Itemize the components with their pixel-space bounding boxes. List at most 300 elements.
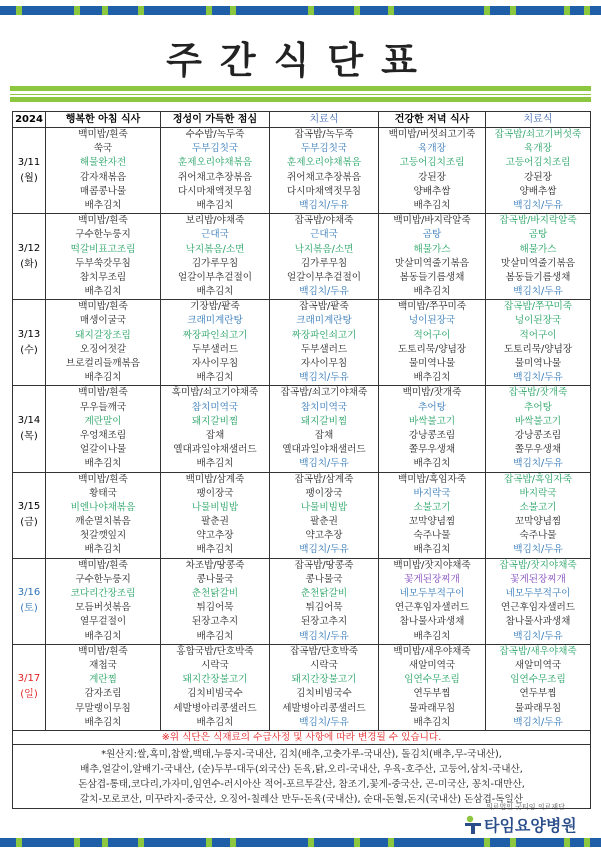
lunch-cell <box>161 300 270 386</box>
menu-item: 잡채 <box>314 429 334 441</box>
menu-item: 재첩국 <box>89 659 117 671</box>
stripe-segment <box>212 838 230 847</box>
menu-item: 백김치/두유 <box>299 458 349 470</box>
title-rule-bottom <box>10 97 591 102</box>
menu-item: 튀김어묵 <box>305 602 343 614</box>
bottom-stripe-bar <box>0 838 601 847</box>
menu-item: 연근후임자샐러드 <box>500 602 576 614</box>
diet-lunch-cell <box>270 644 379 730</box>
menu-item: 배추김치 <box>413 286 451 298</box>
diet-lunch-cell <box>270 472 379 558</box>
menu-item: 시락국 <box>201 659 229 671</box>
menu-item: 배추김치 <box>196 458 234 470</box>
diet-dinner-cell <box>486 300 591 386</box>
menu-item: 배추김치 <box>84 199 122 211</box>
stripe-segment <box>394 6 484 15</box>
logo-mark-icon <box>464 814 482 834</box>
menu-item: 두부쑥갓무침 <box>75 257 131 269</box>
menu-item: 배추김치 <box>196 286 234 298</box>
title-rule-thin <box>10 94 591 95</box>
menu-item: 황태국 <box>89 487 117 499</box>
date-cell <box>13 644 46 730</box>
menu-item: 쥐어채고추장볶음 <box>286 171 362 183</box>
menu-item: 약고추장 <box>305 530 343 542</box>
menu-item: 도토리묵/양념장 <box>397 343 467 355</box>
menu-item: 네모두부적구이 <box>399 588 465 599</box>
menu-item: 강낭콩조림 <box>408 429 456 441</box>
menu-item: 튀김어묵 <box>196 602 234 614</box>
menu-item: 강된장 <box>524 171 552 183</box>
stripe-segment <box>0 838 16 847</box>
menu-item: 배추김치 <box>413 630 451 642</box>
menu-item: 물미역나물 <box>514 358 562 369</box>
menu-item: 돼지갈장조림 <box>75 329 131 341</box>
menu-item: 꼬막양념찜 <box>514 516 562 528</box>
menu-item: 잡곡밥/녹두죽 <box>294 129 354 140</box>
menu-item: 근대국 <box>201 229 229 241</box>
menu-item: 옐대과일야채샐러드 <box>173 444 257 456</box>
stripe-segment <box>590 838 601 847</box>
dinner-cell <box>379 472 486 558</box>
menu-item: 꼬막양념찜 <box>408 516 456 528</box>
menu-item: 고등어김치조림 <box>399 157 465 169</box>
menu-item: 잡곡밥/단호박죽 <box>289 645 359 657</box>
menu-item: 잡곡밥/야채죽 <box>294 215 354 227</box>
stripe-segment <box>144 838 206 847</box>
day-row <box>13 214 591 300</box>
menu-item: 임연수무조림 <box>404 674 460 686</box>
menu-item: 백김치/두유 <box>299 199 349 211</box>
menu-item: 기장밥/팥죽 <box>190 301 240 313</box>
menu-item: 쫄무우생채 <box>514 444 562 456</box>
weekday-label: (목) <box>20 430 38 442</box>
menu-item: 넝이된장국 <box>408 315 456 327</box>
menu-item: 연두부찜 <box>413 688 451 700</box>
menu-item: 물미역나물 <box>408 358 456 369</box>
stripe-segment <box>394 838 484 847</box>
menu-item: 백미밥/쭈꾸미죽 <box>397 301 467 313</box>
stripe-segment <box>80 838 102 847</box>
menu-item: 양배추쌈 <box>413 185 451 197</box>
menu-item: 잡곡밥/쇠고기야채죽 <box>280 387 368 399</box>
menu-item: 김가루무침 <box>191 257 239 269</box>
menu-item: 얼갈이나물 <box>79 444 127 456</box>
weekday-label: (수) <box>20 344 38 356</box>
date-label: 3/12 <box>17 242 41 254</box>
menu-item: 구수한누룽지 <box>75 573 131 585</box>
menu-item: 바싹불고기 <box>514 415 562 427</box>
diet-lunch-cell <box>270 214 379 300</box>
menu-item: 도토리묵/양념장 <box>503 343 573 355</box>
menu-item: 백김치/두유 <box>513 716 563 728</box>
menu-item: 약고추장 <box>196 530 234 542</box>
menu-item: 고등어김치조림 <box>505 157 571 169</box>
dinner-cell <box>379 300 486 386</box>
weekday-label: (월) <box>20 172 38 184</box>
menu-item: 배추김치 <box>413 458 451 470</box>
menu-item: 된장고추지 <box>300 616 348 628</box>
menu-item: 물파래무침 <box>514 702 562 714</box>
menu-item: 자사이무침 <box>191 358 239 369</box>
menu-item: 백김치/두유 <box>513 458 563 470</box>
menu-item: 백김치/두유 <box>299 372 349 384</box>
menu-item: 두부샐러드 <box>300 343 348 355</box>
menu-item: 배추김치 <box>196 716 234 728</box>
header-year: 2024 <box>13 112 46 128</box>
menu-item: 강된장 <box>418 171 446 183</box>
menu-item: 연두부찜 <box>519 688 557 700</box>
menu-item: 곰탕 <box>528 229 548 241</box>
date-cell <box>13 472 46 558</box>
menu-item: 계란말이 <box>84 415 122 427</box>
weekday-label: (일) <box>20 689 38 701</box>
menu-item: 봄동들기름생채 <box>399 271 465 283</box>
menu-item: 쫄무우생채 <box>408 444 456 456</box>
stripe-segment <box>360 838 388 847</box>
date-label: 3/16 <box>17 587 41 599</box>
menu-item: 참치무조림 <box>79 271 127 283</box>
menu-item: 비엔나야채볶음 <box>70 501 136 513</box>
menu-item: 김치비빔국수 <box>187 688 243 700</box>
stripe-segment <box>360 6 388 15</box>
menu-item: 백김치/두유 <box>513 372 563 384</box>
menu-item: 백미밥/흰죽 <box>78 215 128 227</box>
menu-item: 배추김치 <box>84 630 122 642</box>
logo-subtitle: 의료법인 굿티임 의료재단 <box>486 803 565 811</box>
menu-item: 보리밥/야채죽 <box>185 215 245 227</box>
menu-item: 백미밥/새우야채죽 <box>393 645 471 657</box>
menu-item: 쑥국 <box>93 143 113 155</box>
menu-item: 배추김치 <box>84 286 122 298</box>
menu-item: 백김치/두유 <box>299 630 349 642</box>
menu-item: 백김치/두유 <box>299 286 349 298</box>
menu-item: 새알미역국 <box>408 659 456 671</box>
dinner-cell <box>379 128 486 214</box>
menu-item: 숙주나물 <box>519 530 557 542</box>
menu-item: 새알미역국 <box>514 659 562 671</box>
origin-line: 배추,얼갈이,알배기-국내산, (순)두부-대두(외국산) 돈육,닭,오리-국내산, 우육-호주산, 고등어,삼치-국내산, <box>80 764 523 776</box>
menu-item: 육개장 <box>524 143 552 155</box>
stripe-segment <box>314 838 354 847</box>
lunch-cell <box>161 558 270 644</box>
date-cell <box>13 300 46 386</box>
menu-item: 배추김치 <box>84 372 122 384</box>
menu-item: 낙지볶음/소면 <box>185 243 245 255</box>
menu-item: 오징어젓갈 <box>79 343 127 355</box>
lunch-cell <box>161 644 270 730</box>
menu-item: 나물비빔밥 <box>191 501 239 513</box>
menu-item: 소불고기 <box>519 501 557 513</box>
lunch-cell <box>161 386 270 472</box>
menu-item: 크래미계란탕 <box>187 315 243 327</box>
date-label: 3/11 <box>17 156 41 168</box>
diet-dinner-cell <box>486 214 591 300</box>
date-cell <box>13 386 46 472</box>
menu-item: 해물가스 <box>413 243 451 255</box>
menu-item: 꽃게된장찌개 <box>510 573 566 585</box>
menu-item: 근대국 <box>310 229 338 241</box>
menu-item: 다시마채액젓무침 <box>286 185 362 197</box>
date-cell <box>13 128 46 214</box>
menu-item: 돼지간장불고기 <box>291 674 357 686</box>
menu-item: 배추김치 <box>413 372 451 384</box>
menu-item: 잡곡밥/쇠고기버섯죽 <box>494 129 582 140</box>
menu-item: 참나물사과생채 <box>399 616 465 628</box>
menu-item: 백미밥/바지락알죽 <box>393 215 471 227</box>
breakfast-cell <box>46 472 161 558</box>
menu-item: 두부샐러드 <box>191 343 239 355</box>
weekday-label: (화) <box>20 258 38 270</box>
diet-lunch-cell <box>270 386 379 472</box>
diet-dinner-cell <box>486 644 591 730</box>
breakfast-cell <box>46 558 161 644</box>
menu-item: 맛살미역줄기볶음 <box>394 257 470 269</box>
menu-item: 곰탕 <box>422 229 442 241</box>
stripe-segment <box>590 6 601 15</box>
menu-item: 홍합국밥/단호박죽 <box>176 645 254 657</box>
stripe-segment <box>22 6 74 15</box>
menu-item: 떡갈비표고조림 <box>70 243 136 255</box>
menu-item: 배추김치 <box>413 544 451 556</box>
day-row <box>13 472 591 558</box>
menu-item: 크래미계란탕 <box>296 315 352 327</box>
menu-item: 계란찜 <box>89 674 117 686</box>
stripe-segment <box>516 838 564 847</box>
menu-item: 잡곡밥/땅콩죽 <box>294 559 354 571</box>
date-label: 3/15 <box>17 501 41 513</box>
menu-item: 백미밥/흰죽 <box>78 387 128 399</box>
menu-item: 모듬버섯볶음 <box>75 602 131 614</box>
origin-line: 돈삼겹-통태,코다리,가자미,임연수-러시아산 적어-포르투갈산, 참조기,꽃게-중국산, 곤-미국산, 꽁치-대만산, <box>78 779 525 791</box>
breakfast-cell <box>46 128 161 214</box>
stripe-segment <box>0 6 16 15</box>
date-cell <box>13 214 46 300</box>
menu-item: 백미밥/흰죽 <box>78 473 128 485</box>
lunch-cell <box>161 128 270 214</box>
menu-item: 배추김치 <box>413 199 451 211</box>
menu-item: 적어구이 <box>413 329 451 341</box>
stripe-segment <box>212 6 230 15</box>
menu-item: 얼갈이부추겉절이 <box>286 271 362 283</box>
dinner-cell <box>379 558 486 644</box>
menu-item: 해물가스 <box>519 243 557 255</box>
menu-item: 잡곡밥/잣개죽 <box>508 387 568 399</box>
menu-item: 우엉채조림 <box>79 429 127 441</box>
menu-item: 백김치/두유 <box>513 199 563 211</box>
origin-line: *원산지:쌀,흑미,찹쌀,백태,누룽지-국내산, 김치(배추,고춧가루-국내산), 돌김치(배추,무-국내산), <box>101 748 502 760</box>
menu-item: 백김치/두유 <box>513 286 563 298</box>
menu-item: 백김치/두유 <box>299 544 349 556</box>
title-rule-top <box>10 86 591 91</box>
origin-line: 갈치-모로코산, 미꾸라지-중국산, 오징어-칠레산 만두-돈육(국내산), 순대-돈혈,돈지(국내산) 돈삼겹-독일산 <box>79 794 524 806</box>
menu-item: 훈제오리야채볶음 <box>177 157 253 169</box>
menu-item: 무우들깨국 <box>79 401 127 413</box>
dinner-cell <box>379 214 486 300</box>
stripe-segment <box>490 6 510 15</box>
menu-item: 네모두부적구이 <box>505 588 571 599</box>
menu-item: 적어구이 <box>519 329 557 341</box>
menu-item: 임연수무조림 <box>510 674 566 686</box>
menu-item: 숙주나물 <box>413 530 451 542</box>
day-row <box>13 558 591 644</box>
menu-item: 물파래무침 <box>408 702 456 714</box>
menu-item: 백미밥/잣개죽 <box>402 387 462 399</box>
menu-item: 김가루무침 <box>300 257 348 269</box>
menu-item: 팽이장국 <box>305 487 343 499</box>
menu-item: 육개장 <box>418 143 446 155</box>
menu-item: 바싹불고기 <box>408 415 456 427</box>
menu-item: 백미밥/삼계죽 <box>185 473 245 485</box>
menu-item: 잡곡밥/팥죽 <box>299 301 349 313</box>
header-dinner: 건강한 저녁 식사 <box>379 112 486 128</box>
menu-item: 콩나물국 <box>305 573 343 585</box>
weekday-label: (금) <box>20 517 38 529</box>
stripe-segment <box>144 6 206 15</box>
menu-item: 잡곡밥/잣지야채죽 <box>499 559 577 571</box>
menu-item: 백미밥/흑임자죽 <box>397 473 467 485</box>
stripe-segment <box>108 838 138 847</box>
menu-item: 무말랭이무침 <box>75 702 131 714</box>
weekday-label: (토) <box>20 603 38 615</box>
menu-item: 첫갈깻잎지 <box>79 530 127 542</box>
diet-dinner-cell <box>486 558 591 644</box>
menu-item: 팔춘권 <box>201 516 229 528</box>
menu-item: 춘천닭갈비 <box>300 588 348 599</box>
lunch-cell <box>161 472 270 558</box>
menu-item: 구수한누룽지 <box>75 229 131 241</box>
menu-item: 넝이된장국 <box>514 315 562 327</box>
menu-item: 자사이무침 <box>300 358 348 369</box>
day-row <box>13 644 591 730</box>
breakfast-cell <box>46 214 161 300</box>
menu-item: 다시마채액젓무침 <box>177 185 253 197</box>
diet-dinner-cell <box>486 472 591 558</box>
menu-item: 짜장파인쇠고기 <box>182 329 248 341</box>
diet-lunch-cell <box>270 128 379 214</box>
menu-item: 시락국 <box>310 659 338 671</box>
breakfast-cell <box>46 644 161 730</box>
menu-item: 잡곡밥/삼계죽 <box>294 473 354 485</box>
menu-item: 양배추쌈 <box>519 185 557 197</box>
logo-name: 타임요양병원 <box>484 816 577 835</box>
stripe-segment <box>236 838 308 847</box>
menu-item: 참치미역국 <box>300 401 348 413</box>
menu-item: 팽이장국 <box>196 487 234 499</box>
diet-dinner-cell <box>486 128 591 214</box>
menu-item: 브로컬리들깨볶음 <box>65 358 141 369</box>
menu-item: 백미밥/잣지야채죽 <box>393 559 471 571</box>
stripe-segment <box>22 838 74 847</box>
lunch-cell <box>161 214 270 300</box>
menu-item: 참치미역국 <box>191 401 239 413</box>
day-row <box>13 128 591 214</box>
menu-item: 해물완자전 <box>79 157 127 169</box>
header-diet-dinner: 치료식 <box>486 112 591 128</box>
breakfast-cell <box>46 386 161 472</box>
menu-item: 연근후임자샐러드 <box>394 602 470 614</box>
menu-item: 두부김칫국 <box>300 143 348 155</box>
stripe-segment <box>570 6 584 15</box>
menu-item: 배추김치 <box>84 716 122 728</box>
menu-item: 된장고추지 <box>191 616 239 628</box>
menu-item: 매생이굴국 <box>79 315 127 327</box>
stripe-segment <box>314 6 354 15</box>
hospital-logo <box>464 804 596 834</box>
menu-item: 배추김치 <box>196 199 234 211</box>
date-label: 3/13 <box>17 328 41 340</box>
menu-item: 짜장파인쇠고기 <box>291 329 357 341</box>
menu-item: 배추김치 <box>196 630 234 642</box>
stripe-segment <box>516 6 564 15</box>
date-label: 3/14 <box>17 414 41 426</box>
menu-item: 돼지갈비찜 <box>191 415 239 427</box>
menu-item: 훈제오리야채볶음 <box>286 157 362 169</box>
header-row <box>13 112 591 128</box>
menu-item: 코다리간장조림 <box>70 588 136 599</box>
menu-item: 백미밥/흰죽 <box>78 129 128 140</box>
menu-item: 백미밥/흰죽 <box>78 559 128 571</box>
stripe-segment <box>490 838 510 847</box>
menu-item: 추어탕 <box>418 401 446 413</box>
stripe-segment <box>236 6 308 15</box>
menu-item: 낙지볶음/소면 <box>294 243 354 255</box>
menu-item: 백김치/두유 <box>299 716 349 728</box>
menu-item: 감자조림 <box>84 688 122 700</box>
menu-item: 감자채볶음 <box>79 171 127 183</box>
day-row <box>13 386 591 472</box>
menu-item: 백미밥/흰죽 <box>78 301 128 313</box>
menu-item: 백김치/두유 <box>513 544 563 556</box>
menu-item: 백김치/두유 <box>513 630 563 642</box>
menu-item: 봄동들기름생채 <box>505 271 571 283</box>
origin-info <box>13 744 591 808</box>
menu-item: 꽃게된장찌개 <box>404 573 460 585</box>
menu-item: 잡곡밥/흑임자죽 <box>503 473 573 485</box>
top-stripe-bar <box>0 6 601 15</box>
menu-item: 배추김치 <box>196 372 234 384</box>
header-breakfast: 행복한 아침 식사 <box>46 112 161 128</box>
stripe-segment <box>570 838 584 847</box>
notice-text: ※위 식단은 식재료의 수급사정 및 사항에 따라 변경될 수 있습니다. <box>13 730 591 744</box>
menu-item: 소불고기 <box>413 501 451 513</box>
menu-item: 잡곡밥/쭈꾸미죽 <box>503 301 573 313</box>
menu-item: 바지락국 <box>413 487 451 499</box>
menu-item: 참나물사과생채 <box>505 616 571 628</box>
menu-item: 배추김치 <box>84 458 122 470</box>
menu-item: 잡곡밥/바지락알죽 <box>499 215 577 227</box>
menu-item: 백미밥/버섯쇠고기죽 <box>388 129 476 140</box>
menu-item: 백미밥/흰죽 <box>78 645 128 657</box>
menu-item: 세발병아리콩샐러드 <box>282 702 366 714</box>
menu-item: 열무겉절이 <box>79 616 127 628</box>
menu-item: 춘천닭갈비 <box>191 588 239 599</box>
menu-item: 세발병아리콩샐러드 <box>173 702 257 714</box>
menu-item: 쥐어채고추장볶음 <box>177 171 253 183</box>
menu-item: 두부김칫국 <box>191 143 239 155</box>
menu-item: 나물비빔밥 <box>300 501 348 513</box>
menu-item: 매콤콩나물 <box>79 185 127 197</box>
menu-item: 얼갈이부추겉절이 <box>177 271 253 283</box>
breakfast-cell <box>46 300 161 386</box>
menu-item: 배추김치 <box>413 716 451 728</box>
menu-item: 강낭콩조림 <box>514 429 562 441</box>
menu-item: 배추김치 <box>84 544 122 556</box>
diet-dinner-cell <box>486 386 591 472</box>
menu-item: 수수밥/녹두죽 <box>185 129 245 140</box>
stripe-segment <box>108 6 138 15</box>
menu-item: 김치비빔국수 <box>296 688 352 700</box>
menu-item: 돼지간장불고기 <box>182 674 248 686</box>
